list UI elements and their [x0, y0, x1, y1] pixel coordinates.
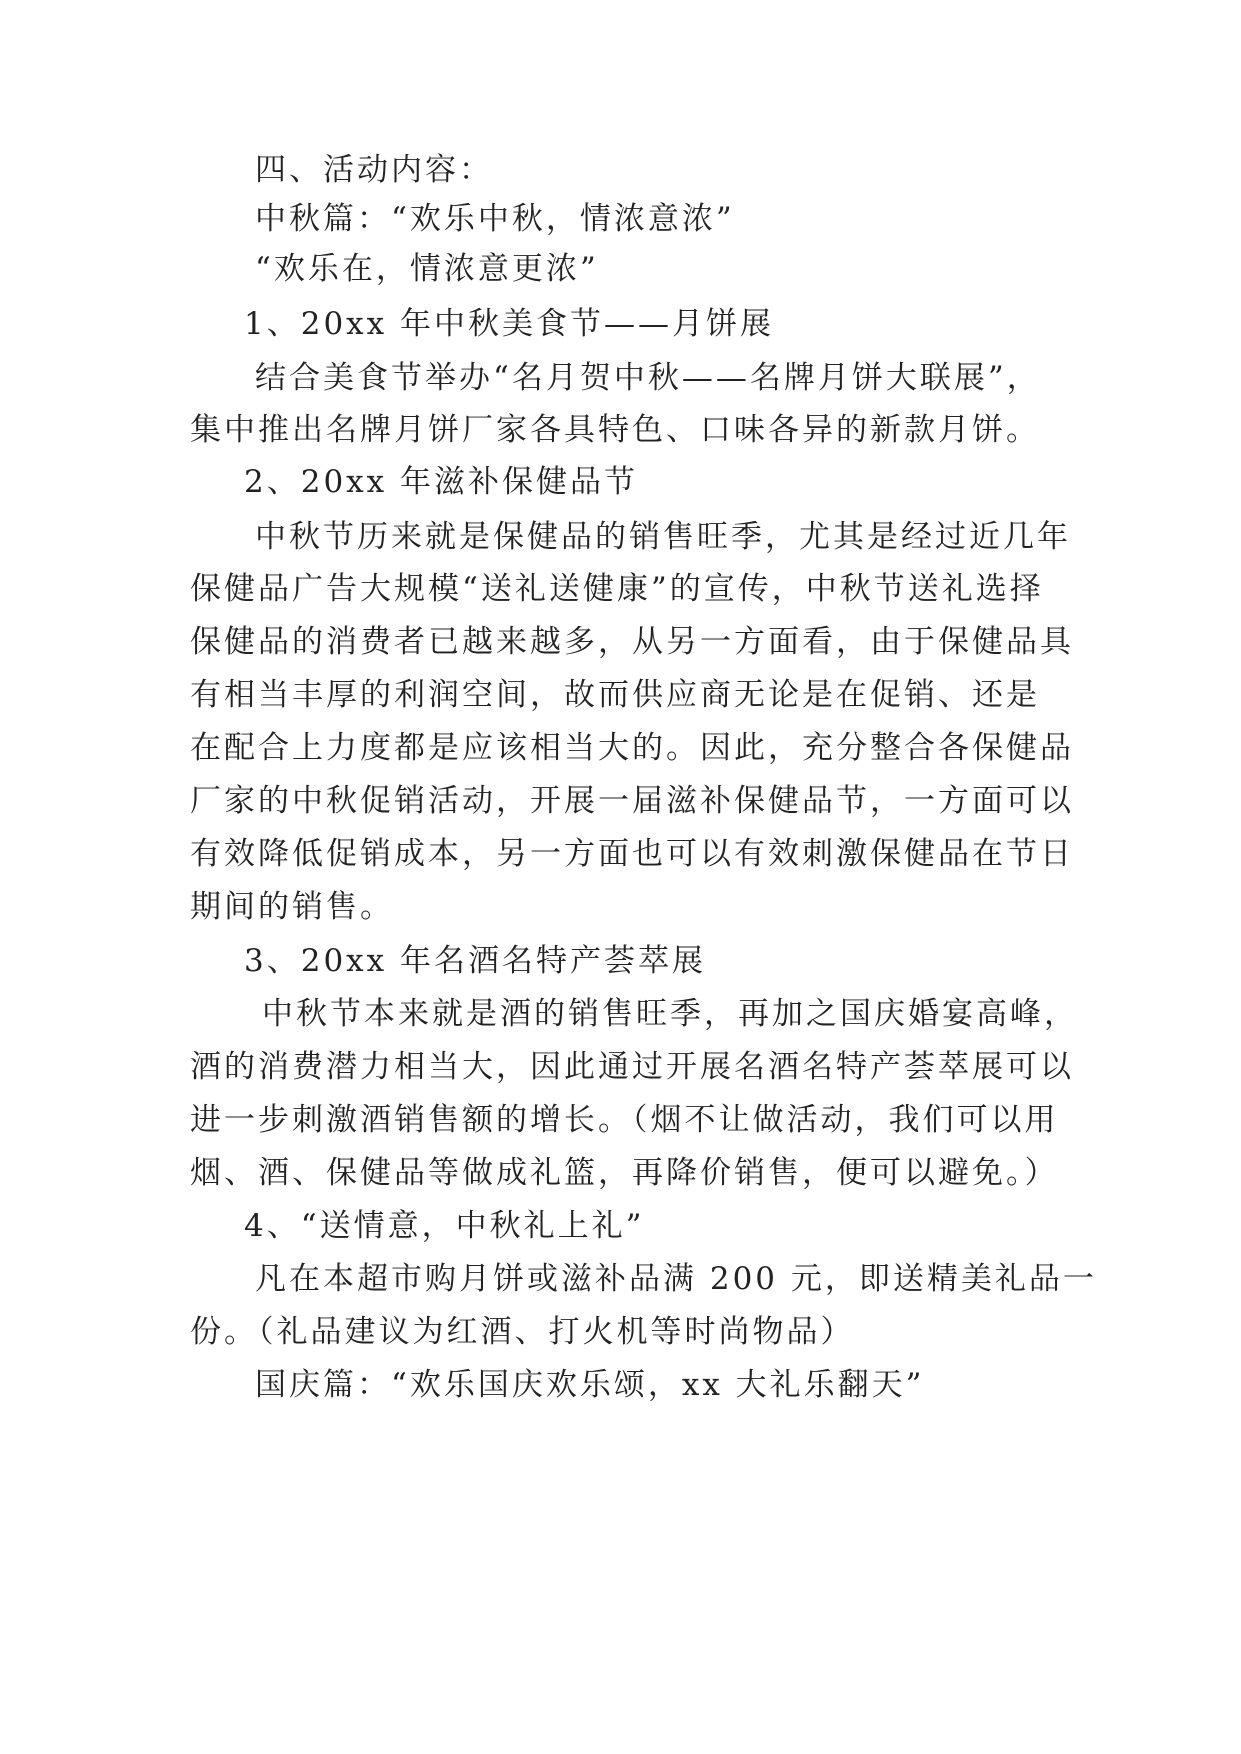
item3-line-4: 烟、酒、保健品等做成礼篮，再降价销售，便可以避免。） [190, 1155, 1059, 1191]
item4-line-1: 凡在本超市购月饼或滋补品满 200 元，即送精美礼品一 [255, 1261, 1097, 1297]
section-heading: 四、活动内容： [255, 152, 493, 188]
item1-title: 1、20xx 年中秋美食节——月饼展 [244, 306, 774, 342]
item2-line-4: 有相当丰厚的利润空间，故而供应商无论是在促销、还是 [190, 677, 1040, 713]
item3-title: 3、20xx 年名酒名特产荟萃展 [244, 943, 706, 979]
item2-line-7: 有效降低促销成本，另一方面也可以有效刺激保健品在节日 [190, 836, 1074, 872]
item2-line-8: 期间的销售。 [190, 889, 394, 925]
item1-line-2: 集中推出名牌月饼厂家各具特色、口味各异的新款月饼。 [190, 412, 1040, 448]
item1-line-1: 结合美食节举办“名月贺中秋——名牌月饼大联展”， [255, 360, 1041, 396]
mid-autumn-slogan: “欢乐在，情浓意更浓” [255, 251, 599, 287]
item2-line-3: 保健品的消费者已越来越多，从另一方面看，由于保健品具 [190, 624, 1074, 660]
item2-title: 2、20xx 年滋补保健品节 [244, 464, 638, 500]
mid-autumn-title: 中秋篇：“欢乐中秋，情浓意浓” [255, 201, 735, 237]
item3-line-3: 进一步刺激酒销售额的增长。（烟不让做活动，我们可以用 [190, 1102, 1059, 1138]
item2-line-1: 中秋节历来就是保健品的销售旺季，尤其是经过近几年 [255, 519, 1071, 555]
item2-line-5: 在配合上力度都是应该相当大的。因此，充分整合各保健品 [190, 730, 1074, 766]
item2-line-2: 保健品广告大规模“送礼送健康”的宣传，中秋节送礼选择 [190, 571, 1044, 607]
national-day-title: 国庆篇：“欢乐国庆欢乐颂，xx 大礼乐翻天” [255, 1367, 925, 1403]
item2-line-6: 厂家的中秋促销活动，开展一届滋补保健品节，一方面可以 [190, 783, 1074, 819]
item4-line-2: 份。（礼品建议为红酒、打火机等时尚物品） [190, 1314, 855, 1350]
item3-line-2: 酒的消费潜力相当大，因此通过开展名酒名特产荟萃展可以 [190, 1049, 1074, 1085]
item4-title: 4、“送情意，中秋礼上礼” [244, 1208, 645, 1244]
item3-line-1: 中秋节本来就是酒的销售旺季，再加之国庆婚宴高峰， [262, 996, 1078, 1032]
